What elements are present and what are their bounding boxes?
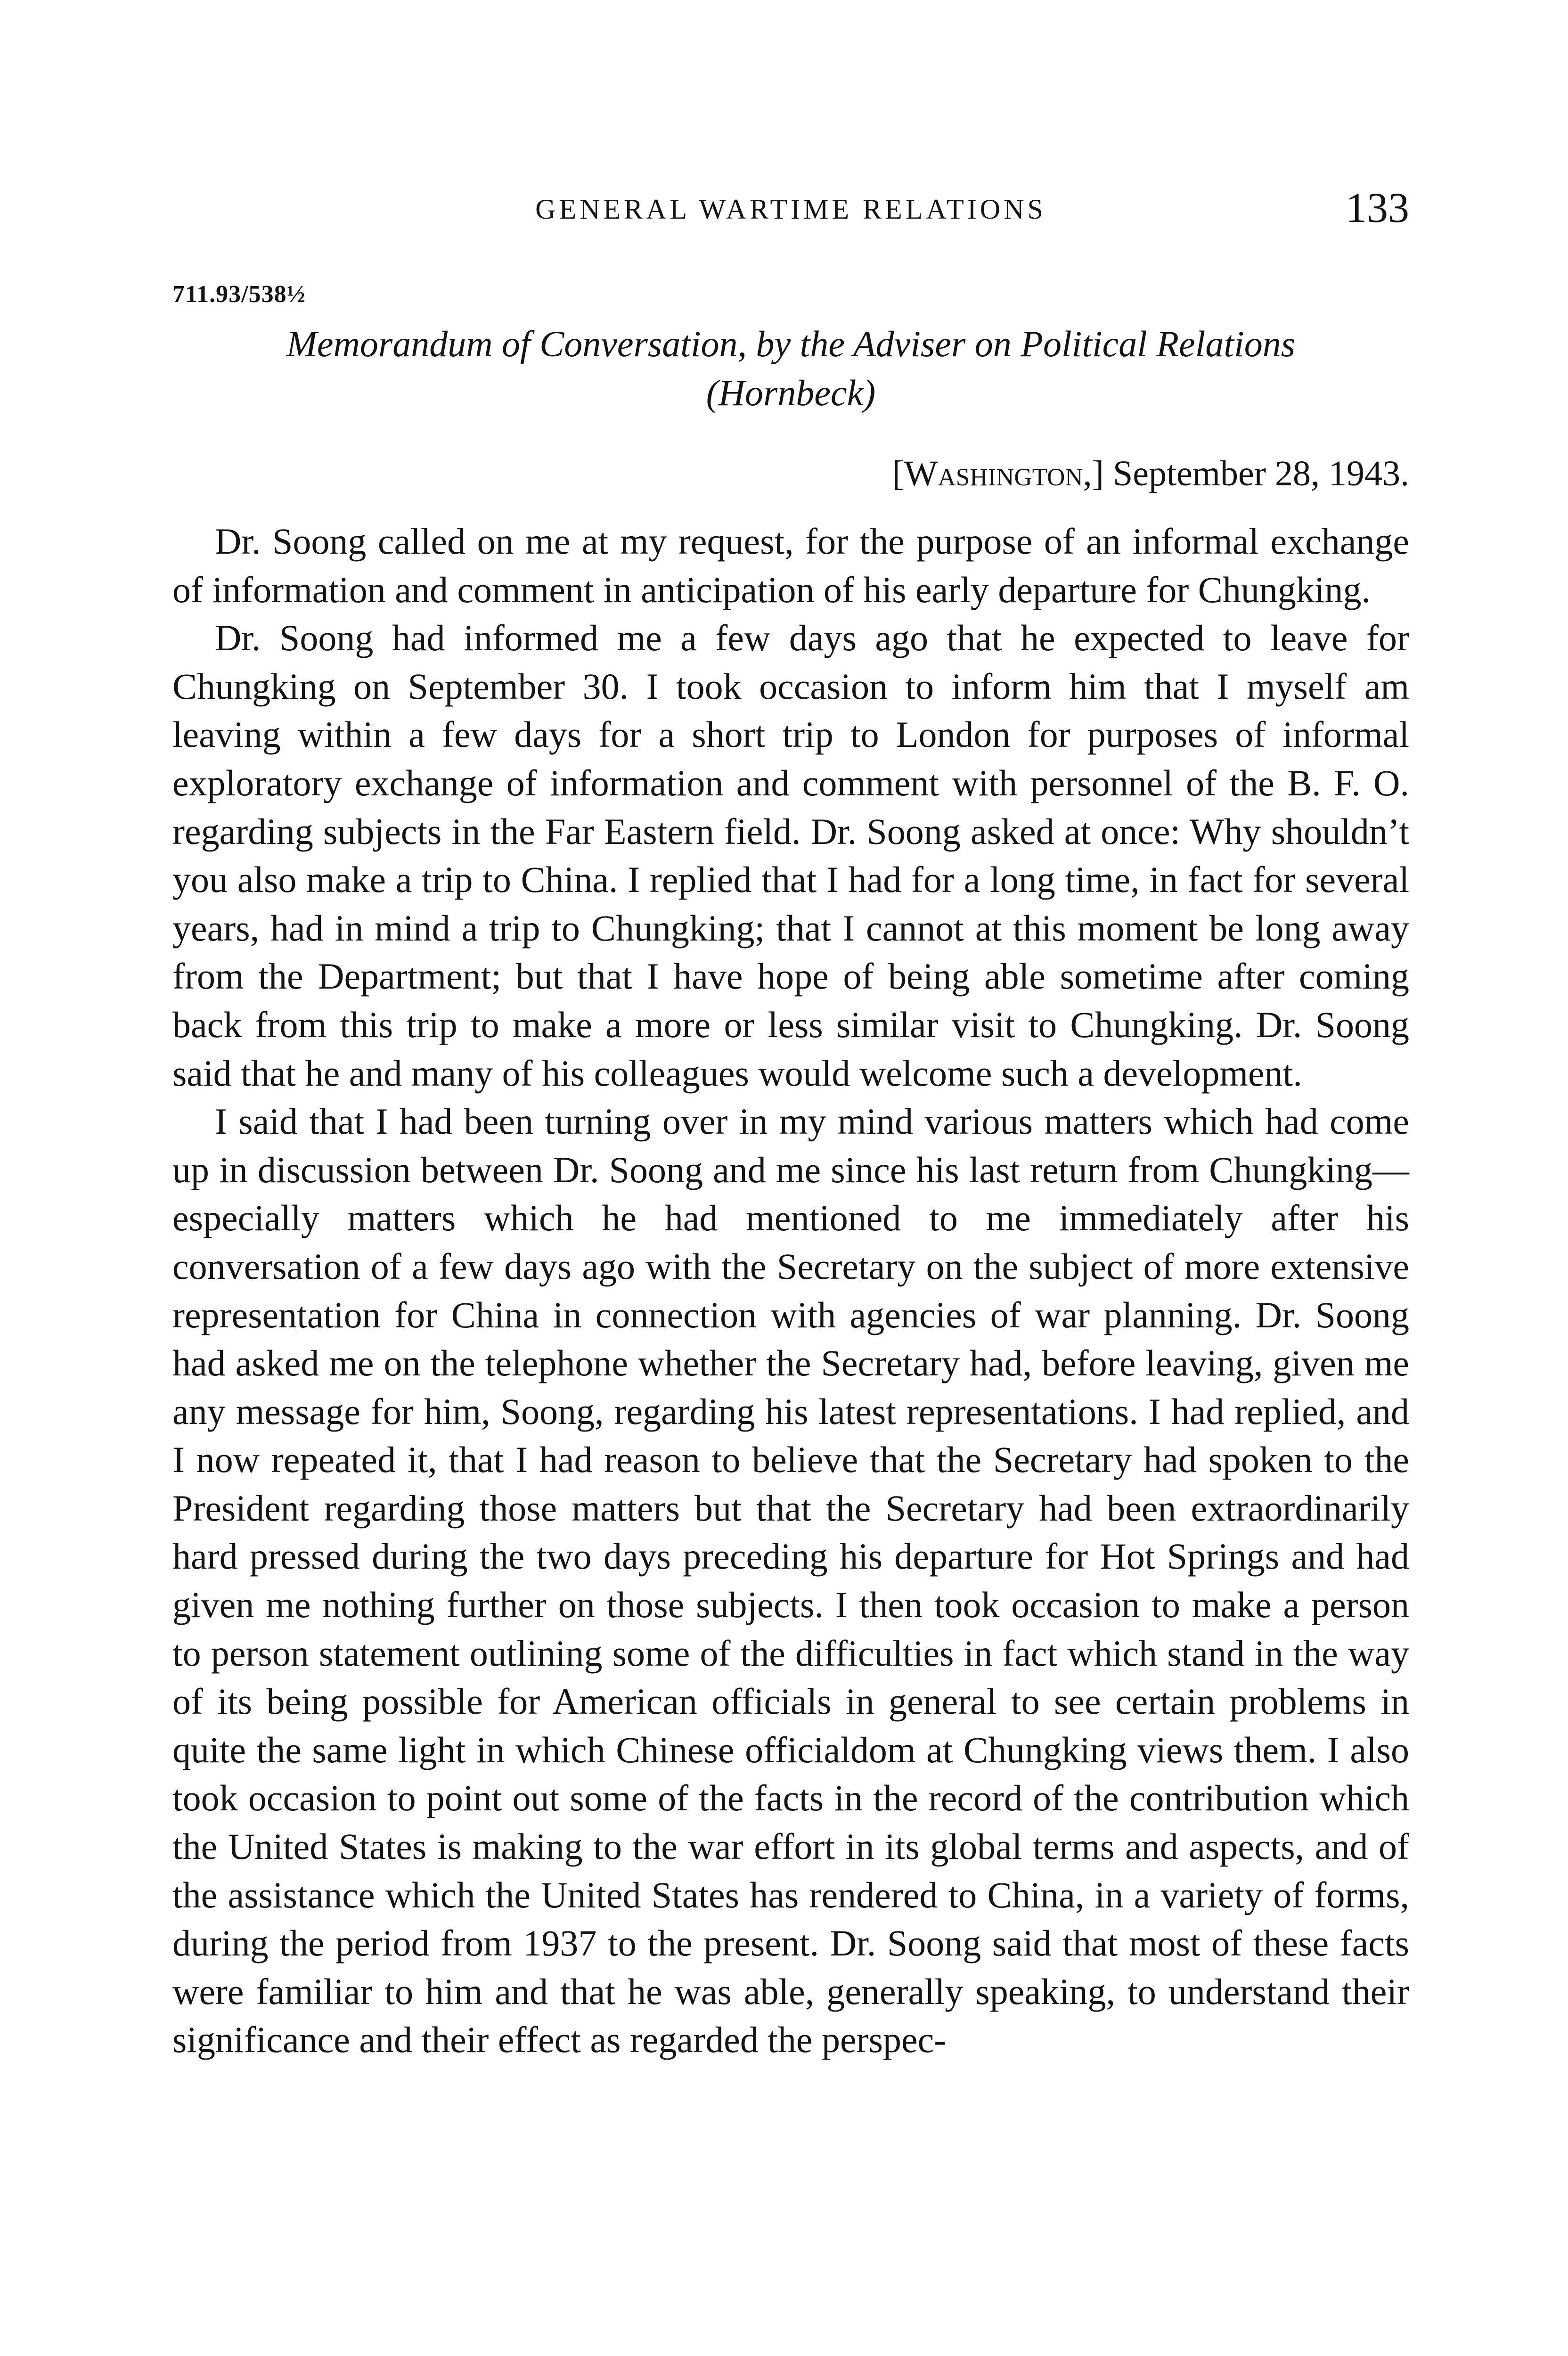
dateline (892, 450, 1409, 497)
memorandum-heading-line1: Memorandum of Conversation, by the Adviser on Political Relations (286, 323, 1296, 364)
memorandum-heading (172, 319, 1409, 417)
memorandum-body (172, 517, 1409, 2064)
body-paragraph: I said that I had been turning over in my mind various matters which had come up in discussion between Dr. Soong and me since his last return from Chungking—especially matters which he had mentioned to me immediately after his conversation of a few days ago with the Secretary on the subject of more extensive representation for China in connection with agencies of war planning. Dr. Soong had asked me on the telephone whether the Secretary had, before leaving, given me any message for him, Soong, regarding his latest representations. I had replied, and I now repeated it, that I had reason to believe that the Secretary had spoken to the President regarding those matters but that the Secretary had been extraordinarily hard pressed during the two days preceding his departure for Hot Springs and had given me nothing further on those subjects. I then took occasion to make a person to person statement outlining some of the difficulties in fact which stand in the way of its being possible for American officials in general to see certain problems in quite the same light in which Chinese officialdom at Chungking views them. I also took occasion to point out some of the facts in the record of the contribution which the United States is making to the war effort in its global terms and aspects, and of the assistance which the United States has rendered to China, in a variety of forms, during the period from 1937 to the present. Dr. Soong said that most of these facts were familiar to him and that he was able, generally speaking, to understand their significance and their effect as regarded the perspec- (172, 1101, 1409, 2061)
page-number: 133 (1346, 185, 1409, 231)
file-number: 711.93/538½ (172, 281, 306, 308)
running-head (172, 185, 1409, 241)
body-paragraph: Dr. Soong had informed me a few days ago that he expected to leave for Chungking on September 30. I took occasion to inform him that I myself am leaving within a few days for a short trip to London for purposes of informal exploratory exchange of information and comment with personnel of the B. F. O. regarding subjects in the Far Eastern field. Dr. Soong asked at once: Why shouldn’t you also make a trip to China. I replied that I had for a long time, in fact for several years, had in mind a trip to Chungking; that I cannot at this moment be long away from the Department; but that I have hope of being able sometime after coming back from this trip to make a more or less similar visit to Chungking. Dr. Soong said that he and many of his colleagues would welcome such a development. (172, 617, 1409, 1094)
running-head-title: GENERAL WARTIME RELATIONS (535, 194, 1046, 225)
dateline-place: [Washington,] (892, 454, 1104, 493)
memorandum-heading-line2: (Hornbeck) (706, 372, 876, 413)
dateline-date: September 28, 1943. (1112, 454, 1409, 493)
body-paragraph: Dr. Soong called on me at my request, for the purpose of an informal exchange of information and comment in anticipation of his early departure for Chungking. (172, 521, 1409, 610)
